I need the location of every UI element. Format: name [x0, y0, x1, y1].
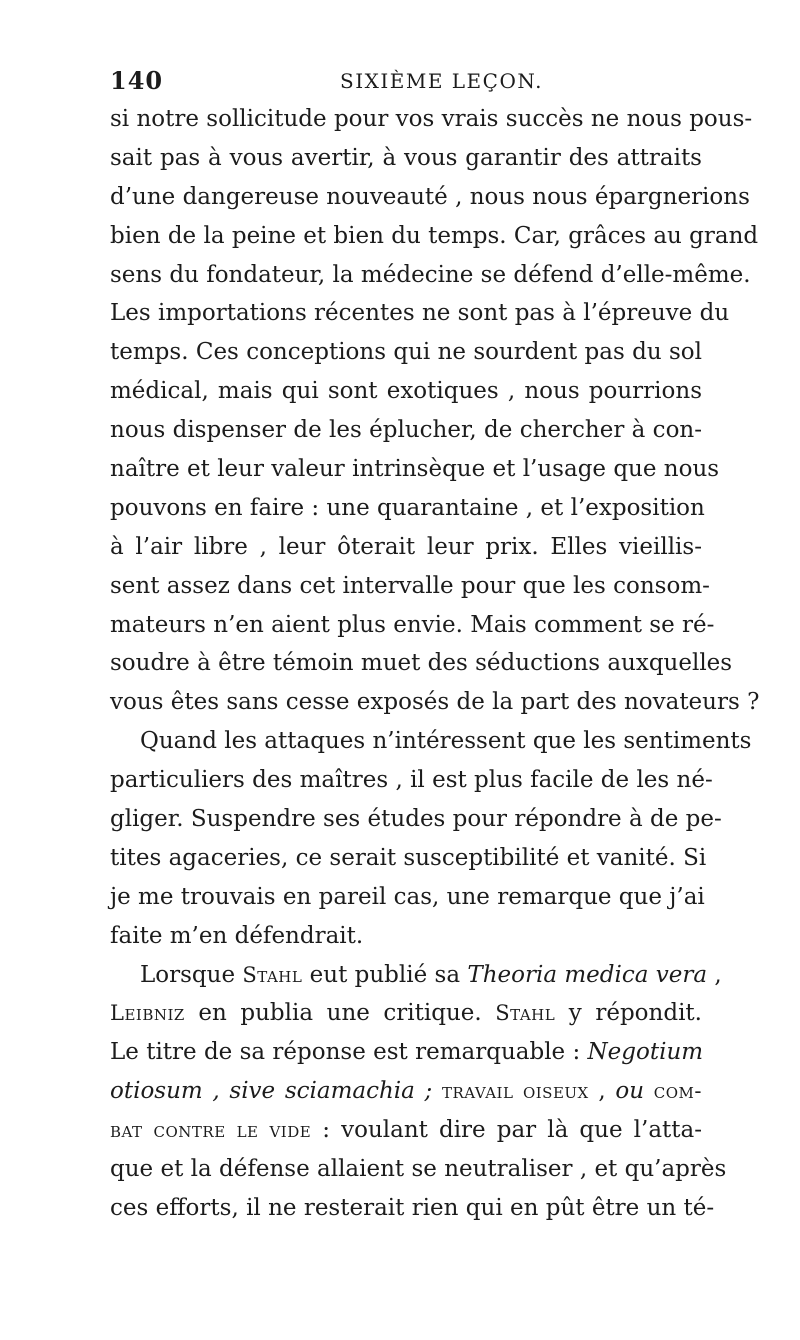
text-line [110, 1111, 702, 1150]
text-line [110, 411, 702, 450]
text-line [110, 994, 702, 1033]
text-line [110, 956, 722, 995]
text-line [110, 139, 702, 178]
text-line [110, 839, 707, 878]
italic-text: otiosum , sive sciamachia ; [110, 1078, 433, 1105]
text-run: particuliers des maîtres , il est plus facile de les né- [110, 767, 713, 794]
text-run: , [707, 961, 722, 988]
text-run: soudre à être témoin muet des séductions auxquelles [110, 650, 733, 677]
text-run: nous dispenser de les éplucher, de chercher à con- [110, 417, 702, 444]
page-number: 140 [110, 66, 164, 95]
body-text [110, 100, 760, 1228]
small-caps-text: Stahl [495, 1001, 556, 1026]
small-caps-text: Stahl [242, 962, 303, 987]
text-run: sait pas à vous avertir, à vous garantir des attraits [110, 144, 702, 171]
small-caps-text: travail oiseux [442, 1079, 589, 1104]
text-line [110, 644, 733, 683]
text-run: faite m’en défendrait. [110, 922, 364, 949]
text-run: eut publié sa [302, 961, 468, 988]
text-run: , [588, 1078, 616, 1105]
text-line [110, 528, 702, 567]
text-run: sens du fondateur, la médecine se défend d’elle-même. [110, 261, 751, 288]
small-caps-text: Leibniz [110, 1001, 185, 1026]
text-run: pouvons en faire : une quarantaine , et l’exposition [110, 494, 705, 521]
text-run: Le titre de sa réponse est remarquable : [110, 1039, 588, 1066]
text-run: ces efforts, il ne resterait rien qui en pût être un té- [110, 1194, 715, 1221]
text-run: : voulant dire par là que l’atta- [311, 1117, 702, 1144]
small-caps-text: com- [653, 1079, 703, 1104]
text-line [110, 489, 705, 528]
text-line [110, 450, 720, 489]
text-line [110, 800, 722, 839]
text-run: médical, mais qui sont exotiques , nous pourrions [110, 378, 702, 405]
text-run: Lorsque [140, 961, 243, 988]
text-run: vous êtes sans cesse exposés de la part des novateurs ? [110, 689, 760, 716]
text-run: si notre sollicitude pour vos vrais succès ne nous pous- [110, 106, 753, 132]
text-run: temps. Ces conceptions qui ne sourdent pas du sol [110, 339, 702, 366]
text-line [110, 1033, 702, 1072]
running-head [110, 66, 710, 102]
text-run [644, 1078, 654, 1104]
running-title: SIXIÈME LEÇON. [340, 69, 543, 93]
text-line [110, 1150, 727, 1189]
text-line [110, 333, 702, 372]
text-run: y répondit. [555, 1000, 702, 1027]
text-line [110, 567, 710, 606]
text-run [432, 1078, 442, 1104]
text-run: tites agaceries, ce serait susceptibilité et vanité. Si [110, 844, 707, 871]
italic-text: ou [615, 1078, 645, 1105]
text-run: Quand les attaques n’intéressent que les sentiments [140, 728, 752, 755]
text-line [110, 683, 760, 722]
italic-text: Negotium [587, 1039, 704, 1066]
text-line [110, 722, 752, 761]
text-line [110, 917, 702, 956]
text-run: mateurs n’en aient plus envie. Mais comment se ré- [110, 611, 715, 638]
text-line [110, 178, 750, 217]
text-line [110, 100, 753, 139]
text-line [110, 878, 705, 917]
text-line [110, 761, 713, 800]
text-run: en publia une critique. [184, 1000, 496, 1027]
text-run: que et la défense allaient se neutraliser , et qu’après [110, 1156, 727, 1183]
text-run: je me trouvais en pareil cas, une remarque que j’ai [110, 883, 705, 910]
text-line [110, 1072, 702, 1111]
text-run: Les importations récentes ne sont pas à l’épreuve du [110, 300, 730, 327]
text-line [110, 294, 730, 333]
text-run: naître et leur valeur intrinsèque et l’usage que nous [110, 456, 720, 483]
italic-text: Theoria medica vera [467, 961, 708, 988]
text-run: sent assez dans cet intervalle pour que les consom- [110, 572, 710, 599]
text-line [110, 606, 715, 645]
text-line [110, 217, 759, 256]
text-line [110, 256, 751, 295]
text-run: gliger. Suspendre ses études pour répondre à de pe- [110, 806, 722, 833]
text-line [110, 1189, 715, 1228]
text-run: bien de la peine et bien du temps. Car, grâces au grand [110, 222, 759, 249]
text-line [110, 372, 702, 411]
text-run: à l’air libre , leur ôterait leur prix. Elles vieillis- [110, 533, 702, 560]
small-caps-text: bat contre le vide [110, 1118, 312, 1143]
text-run: d’une dangereuse nouveauté , nous nous épargnerions [110, 183, 750, 210]
